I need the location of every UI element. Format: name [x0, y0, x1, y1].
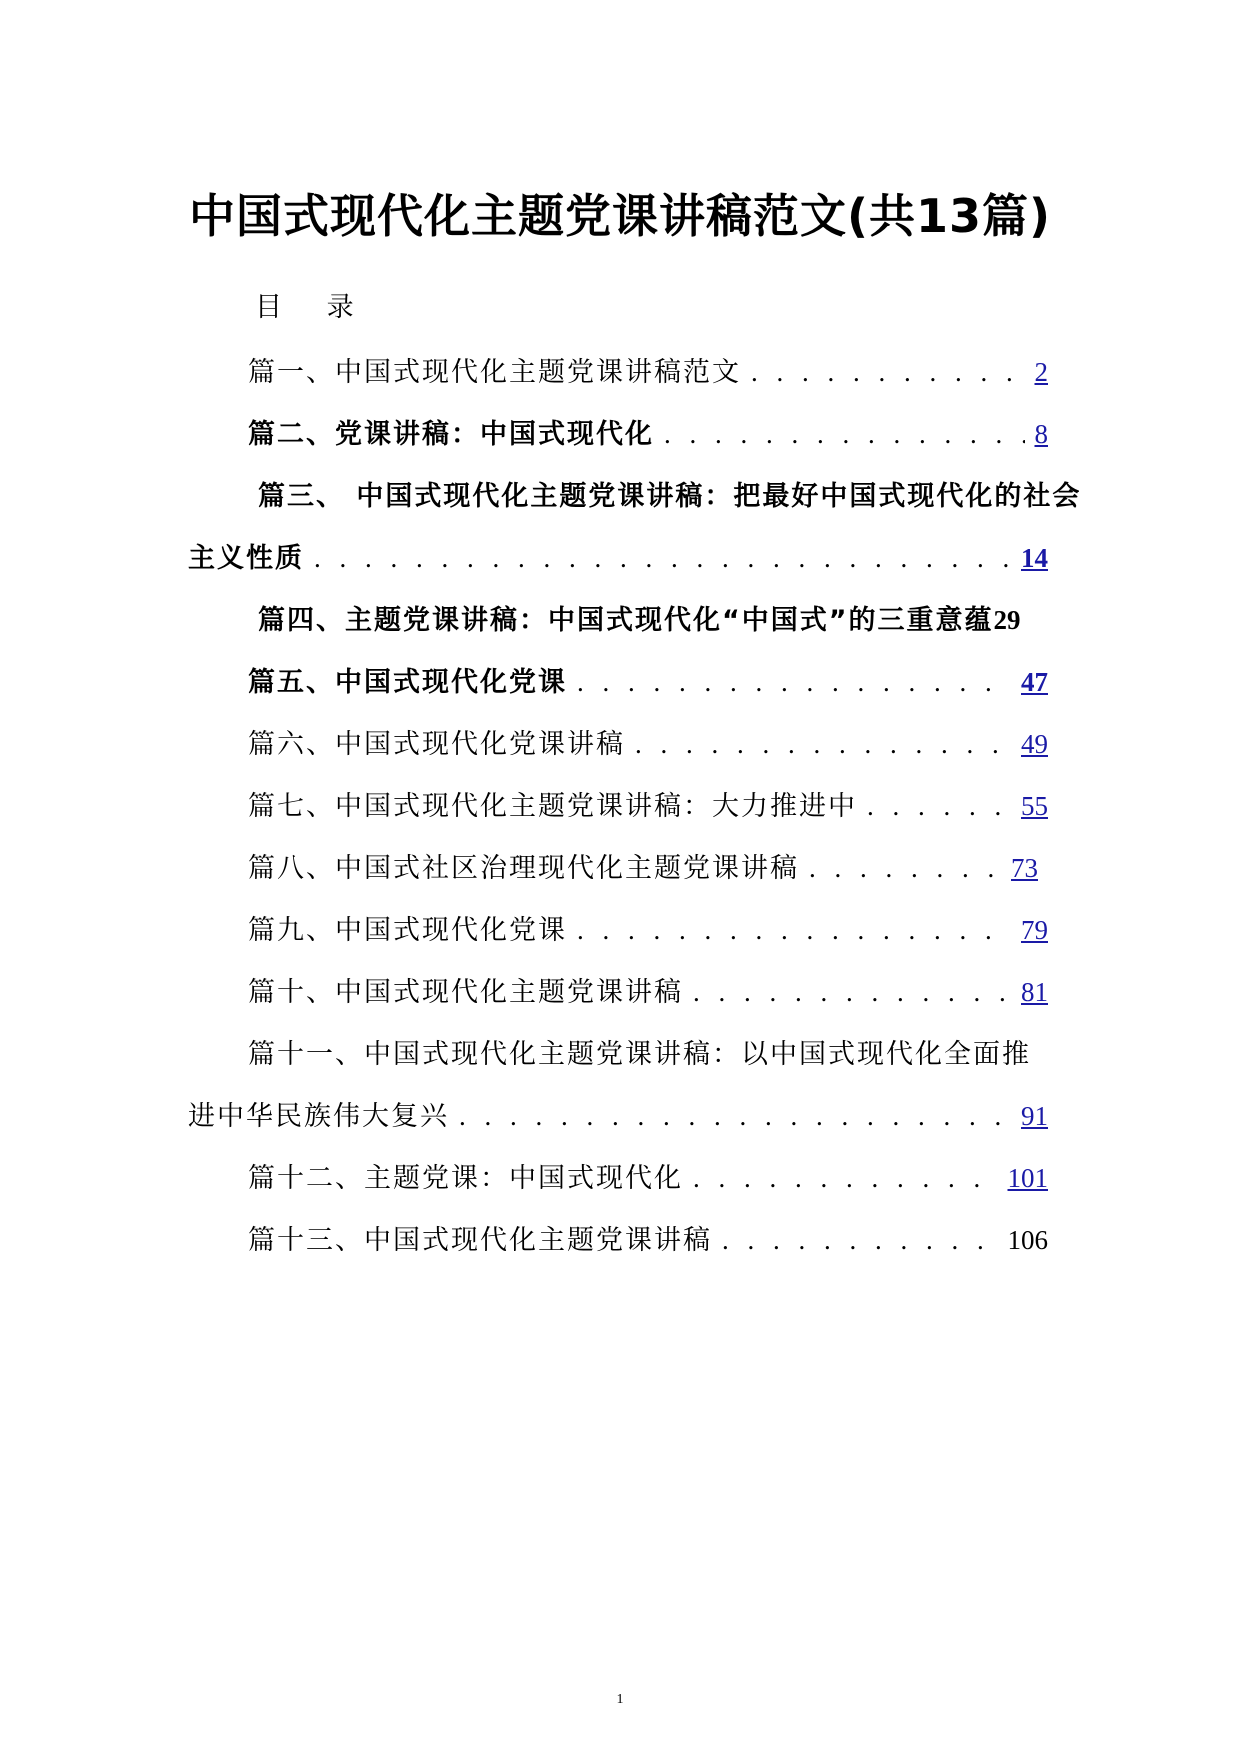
leader-dots — [577, 667, 1011, 698]
toc-page-number[interactable]: 29 — [993, 605, 1021, 635]
document-title: 中国式现代化主题党课讲稿范文(共13篇) — [188, 189, 1052, 243]
toc-entry-title: 篇二、党课讲稿：中国式现代化 — [248, 419, 654, 450]
toc-entry-11-line1[interactable]: 篇十一、中国式现代化主题党课讲稿：以中国式现代化全面推 — [248, 1039, 1031, 1070]
toc-heading: 目 录 — [255, 292, 372, 323]
toc-page-link[interactable]: 81 — [1021, 977, 1048, 1007]
toc-entry-title: 篇六、中国式现代化党课讲稿 — [248, 729, 625, 760]
toc-entry-title: 篇一、中国式现代化主题党课讲稿范文 — [248, 357, 741, 388]
toc-entry-2[interactable] — [248, 412, 1048, 451]
toc-entry-10[interactable] — [248, 970, 1048, 1009]
toc-page-link[interactable]: 101 — [1007, 1163, 1048, 1193]
leader-dots — [314, 543, 1011, 574]
toc-entry-title: 篇十二、主题党课：中国式现代化 — [248, 1163, 683, 1194]
toc-entry-3-line1[interactable]: 篇三、 中国式现代化主题党课讲稿：把最好中国式现代化的社会 — [258, 481, 1082, 512]
leader-dots — [693, 1163, 998, 1194]
leader-dots — [751, 357, 1025, 388]
leader-dots — [635, 729, 1011, 760]
toc-page-link[interactable]: 73 — [1011, 853, 1038, 883]
toc-entry-9[interactable] — [248, 908, 1048, 947]
leader-dots — [722, 1225, 998, 1256]
leader-dots — [867, 791, 1011, 822]
toc-page-link[interactable]: 8 — [1034, 419, 1048, 449]
toc-entry-13[interactable] — [248, 1218, 1048, 1257]
toc-entry-title: 进中华民族伟大复兴 — [188, 1101, 449, 1132]
toc-entry-3-line2[interactable] — [188, 536, 1048, 575]
toc-page-link[interactable]: 55 — [1021, 791, 1048, 821]
toc-entry-title: 篇四、主题党课讲稿：中国式现代化“中国式”的三重意蕴 — [258, 605, 994, 636]
toc-entry-1[interactable] — [248, 350, 1048, 389]
toc-entry-7[interactable] — [248, 784, 1048, 823]
toc-entry-title: 篇七、中国式现代化主题党课讲稿：大力推进中 — [248, 791, 857, 822]
toc-page-link[interactable]: 2 — [1034, 357, 1048, 387]
toc-entry-8[interactable] — [248, 846, 1038, 885]
toc-entry-title: 主义性质 — [188, 543, 304, 574]
toc-page-link[interactable]: 79 — [1021, 915, 1048, 945]
toc-page-link[interactable]: 14 — [1021, 543, 1048, 573]
toc-entry-title: 篇十三、中国式现代化主题党课讲稿 — [248, 1225, 712, 1256]
leader-dots — [809, 853, 1001, 884]
leader-dots — [577, 915, 1011, 946]
toc-entry-title: 篇八、中国式社区治理现代化主题党课讲稿 — [248, 853, 799, 884]
toc-page-link[interactable]: 47 — [1021, 667, 1048, 697]
leader-dots — [664, 419, 1025, 450]
toc-entry-title: 篇十、中国式现代化主题党课讲稿 — [248, 977, 683, 1008]
leader-dots — [693, 977, 1011, 1008]
toc-entry-5[interactable] — [248, 660, 1048, 699]
leader-dots — [459, 1101, 1011, 1132]
toc-page-number: 106 — [1007, 1225, 1048, 1255]
toc-entry-11-line2[interactable] — [188, 1094, 1048, 1133]
toc-page-link[interactable]: 91 — [1021, 1101, 1048, 1131]
footer-page-number: 1 — [616, 1692, 624, 1707]
toc-entry-title: 篇五、中国式现代化党课 — [248, 667, 567, 698]
toc-entry-12[interactable] — [248, 1156, 1048, 1195]
toc-entry-title: 篇九、中国式现代化党课 — [248, 915, 567, 946]
toc-page-link[interactable]: 49 — [1021, 729, 1048, 759]
toc-entry-4[interactable] — [258, 598, 1048, 637]
toc-entry-6[interactable] — [248, 722, 1048, 761]
